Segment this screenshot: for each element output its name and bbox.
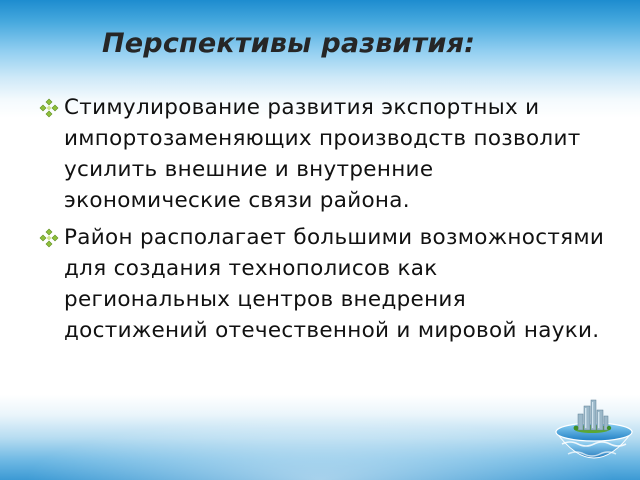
bullet-item (38, 92, 610, 216)
globe-city-icon (548, 388, 640, 480)
bottom-glow (0, 410, 640, 480)
diamond-bullet-icon (39, 228, 59, 248)
bullet-text: Район располагает большими возможностями для создания технополисов как региональных центров внедрения достижений отечественной и мировой науки. (64, 225, 605, 343)
slide-title: Перспективы развития: (102, 28, 476, 59)
diamond-bullet-icon (39, 98, 59, 118)
bullet-text: Стимулирование развития экспортных и импортозаменяющих производств позволит усилить внешние и внутренние экономические связи района. (64, 95, 581, 213)
bullet-item (38, 222, 610, 346)
bullet-list (38, 92, 610, 352)
